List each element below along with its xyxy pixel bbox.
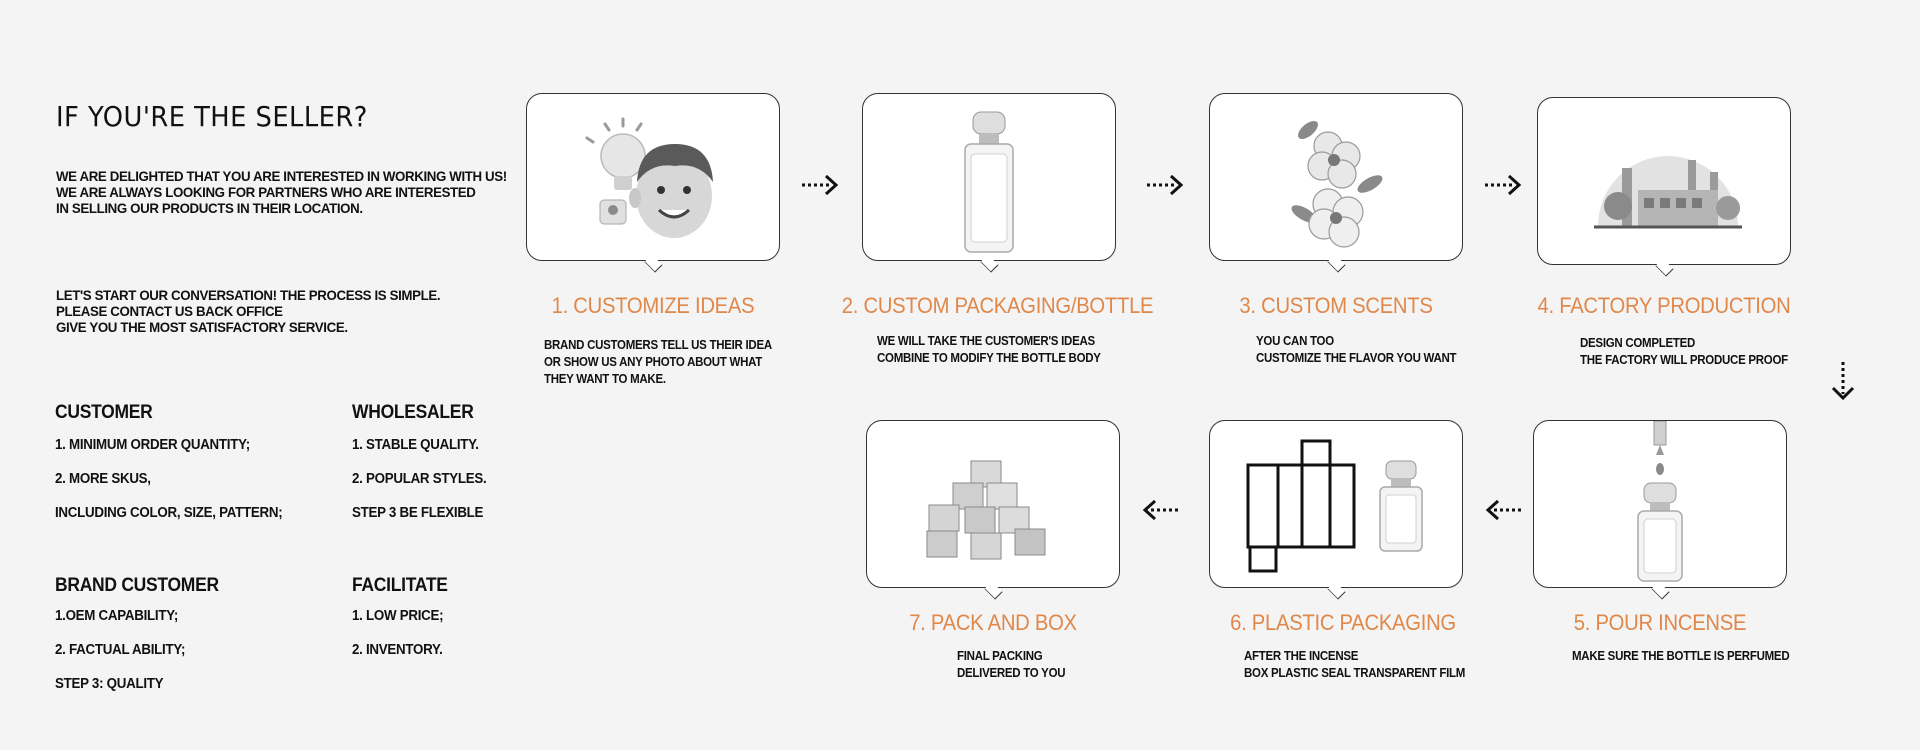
page-title: IF YOU'RE THE SELLER? (56, 100, 368, 133)
step-5-description (1572, 648, 1789, 665)
brand-customer-section (55, 575, 345, 701)
stacked-boxes-icon (867, 421, 1121, 589)
intro-line: IN SELLING OUR PRODUCTS IN THEIR LOCATION. (56, 200, 363, 216)
arrow-left-icon (1484, 495, 1524, 525)
lightbulb-character-icon (527, 94, 781, 262)
desc-line: DELIVERED TO YOU (957, 666, 1066, 680)
step-1-title: 1. CUSTOMIZE IDEAS (551, 293, 755, 318)
section-item: 2. MORE SKUS, (55, 471, 151, 487)
section-item: 1. LOW PRICE; (352, 608, 444, 624)
section-title: WHOLESALER (352, 402, 474, 423)
desc-line: BRAND CUSTOMERS TELL US THEIR IDEA (544, 338, 772, 352)
step-4-card (1537, 97, 1791, 265)
box-template-icon (1210, 421, 1464, 589)
step-6-description (1244, 648, 1465, 682)
step-2-card (862, 93, 1116, 261)
section-title: FACILITATE (352, 575, 448, 596)
desc-line: BOX PLASTIC SEAL TRANSPARENT FILM (1244, 666, 1466, 680)
factory-icon (1538, 98, 1792, 266)
step-7-card (866, 420, 1120, 588)
section-item: 1.OEM CAPABILITY; (55, 608, 179, 624)
intro-paragraph (56, 168, 507, 216)
step-3-card (1209, 93, 1463, 261)
contact-line: GIVE YOU THE MOST SATISFACTORY SERVICE. (56, 319, 348, 335)
section-title: BRAND CUSTOMER (55, 575, 219, 596)
desc-line: THEY WANT TO MAKE. (544, 372, 666, 386)
step-1-card (526, 93, 780, 261)
desc-line: CUSTOMIZE THE FLAVOR YOU WANT (1256, 351, 1457, 365)
flowers-icon (1210, 94, 1464, 262)
step-2-description (877, 333, 1101, 367)
intro-line: WE ARE ALWAYS LOOKING FOR PARTNERS WHO ARE INTERESTED (56, 184, 476, 200)
step-4-description (1580, 335, 1788, 369)
desc-line: OR SHOW US ANY PHOTO ABOUT WHAT (544, 355, 763, 369)
step-2-title: 2. CUSTOM PACKAGING/BOTTLE (841, 293, 1154, 318)
desc-line: MAKE SURE THE BOTTLE IS PERFUMED (1572, 649, 1790, 663)
step-5-card (1533, 420, 1787, 588)
arrow-right-icon (800, 170, 840, 200)
step-7-title: 7. PACK AND BOX (909, 610, 1077, 635)
desc-line: AFTER THE INCENSE (1244, 649, 1359, 663)
section-title: CUSTOMER (55, 402, 153, 423)
step-3-description (1256, 333, 1456, 367)
section-item: 1. STABLE QUALITY. (352, 437, 479, 453)
section-item: 2. INVENTORY. (352, 642, 443, 658)
section-item: 2. FACTUAL ABILITY; (55, 642, 186, 658)
perfume-bottle-icon (863, 94, 1117, 262)
arrow-down-icon (1828, 360, 1858, 402)
contact-line: PLEASE CONTACT US BACK OFFICE (56, 303, 283, 319)
section-item: 2. POPULAR STYLES. (352, 471, 487, 487)
step-1-description (544, 337, 772, 388)
section-item: INCLUDING COLOR, SIZE, PATTERN; (55, 505, 283, 521)
step-4-title: 4. FACTORY PRODUCTION (1537, 293, 1791, 318)
desc-line: WE WILL TAKE THE CUSTOMER'S IDEAS (877, 334, 1095, 348)
step-3-title: 3. CUSTOM SCENTS (1239, 293, 1433, 318)
section-item: STEP 3 BE FLEXIBLE (352, 505, 484, 521)
contact-line: LET'S START OUR CONVERSATION! THE PROCESS IS SIMPLE. (56, 287, 441, 303)
customer-section (55, 402, 345, 530)
dropper-bottle-icon (1534, 421, 1788, 589)
step-6-title: 6. PLASTIC PACKAGING (1230, 610, 1456, 635)
desc-line: YOU CAN TOO (1256, 334, 1334, 348)
arrow-right-icon (1145, 170, 1185, 200)
step-5-title: 5. POUR INCENSE (1573, 610, 1747, 635)
desc-line: DESIGN COMPLETED (1580, 336, 1696, 350)
facilitate-section (352, 575, 642, 667)
desc-line: THE FACTORY WILL PRODUCE PROOF (1580, 353, 1788, 367)
desc-line: FINAL PACKING (957, 649, 1043, 663)
intro-line: WE ARE DELIGHTED THAT YOU ARE INTERESTED IN WORKING WITH US! (56, 168, 507, 184)
step-6-card (1209, 420, 1463, 588)
arrow-right-icon (1483, 170, 1523, 200)
contact-paragraph (56, 287, 493, 335)
section-item: 1. MINIMUM ORDER QUANTITY; (55, 437, 250, 453)
desc-line: COMBINE TO MODIFY THE BOTTLE BODY (877, 351, 1101, 365)
step-7-description (957, 648, 1065, 682)
arrow-left-icon (1141, 495, 1181, 525)
section-item: STEP 3: QUALITY (55, 676, 164, 692)
wholesaler-section (352, 402, 642, 530)
